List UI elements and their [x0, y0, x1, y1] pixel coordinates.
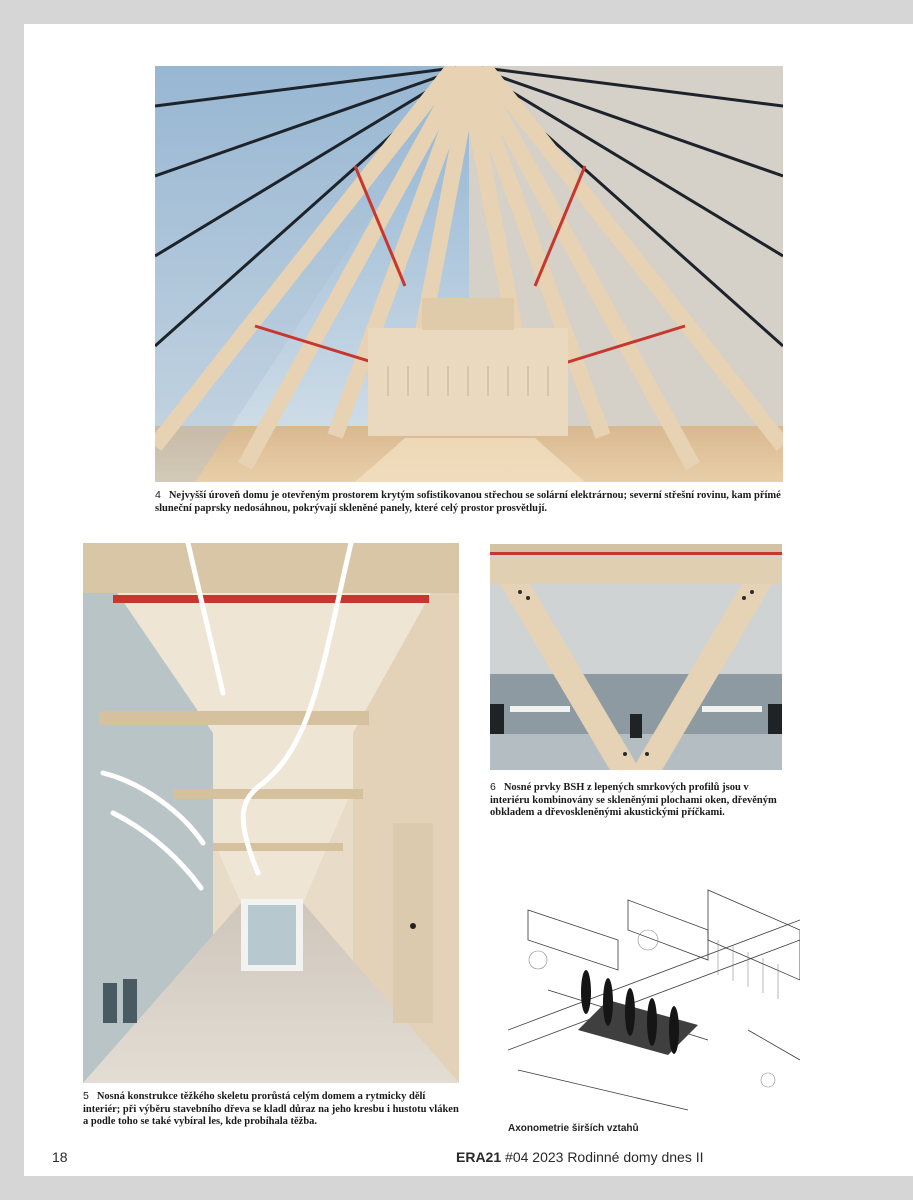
magazine-name: ERA21 [456, 1149, 502, 1165]
caption-4 [155, 489, 783, 515]
caption-5-number: 5 [83, 1090, 89, 1102]
axonometry-label: Axonometrie širších vztahů [508, 1123, 639, 1134]
page-number: 18 [52, 1149, 68, 1165]
caption-4-text: Nejvyšší úroveň domu je otevřeným prostorem krytým sofistikovanou střechou se solární elektrárnou; severní střešní rovinu, kam přímé sluneční paprsky nedosáhnou, pokrývají skleněné panely, které celý prostor prosvětlují. [155, 490, 781, 514]
footer-magazine [456, 1149, 704, 1165]
photo-roof-interior [155, 66, 783, 482]
caption-6 [490, 781, 786, 820]
magazine-issue: #04 2023 Rodinné domy dnes II [505, 1149, 704, 1165]
caption-4-number: 4 [155, 489, 161, 501]
caption-6-number: 6 [490, 781, 496, 793]
axonometry-drawing [508, 880, 800, 1112]
photo-bsh-structure [490, 544, 782, 770]
caption-6-text: Nosné prvky BSH z lepených smrkových profilů jsou v interiéru kombinovány se skleněnými plochami oken, dřevěným obkladem a dřevoskleněnými akustickými příčkami. [490, 782, 777, 818]
caption-5-text: Nosná konstrukce těžkého skeletu prorůstá celým domem a rytmicky dělí interiér; při výběru stavebního dřeva se kladl důraz na jeho kresbu i hustotu vláken a podle toho se také vybíral les, kde probíhala těžba. [83, 1091, 459, 1127]
magazine-page [24, 24, 913, 1176]
caption-5 [83, 1090, 459, 1129]
photo-corridor [83, 543, 459, 1083]
